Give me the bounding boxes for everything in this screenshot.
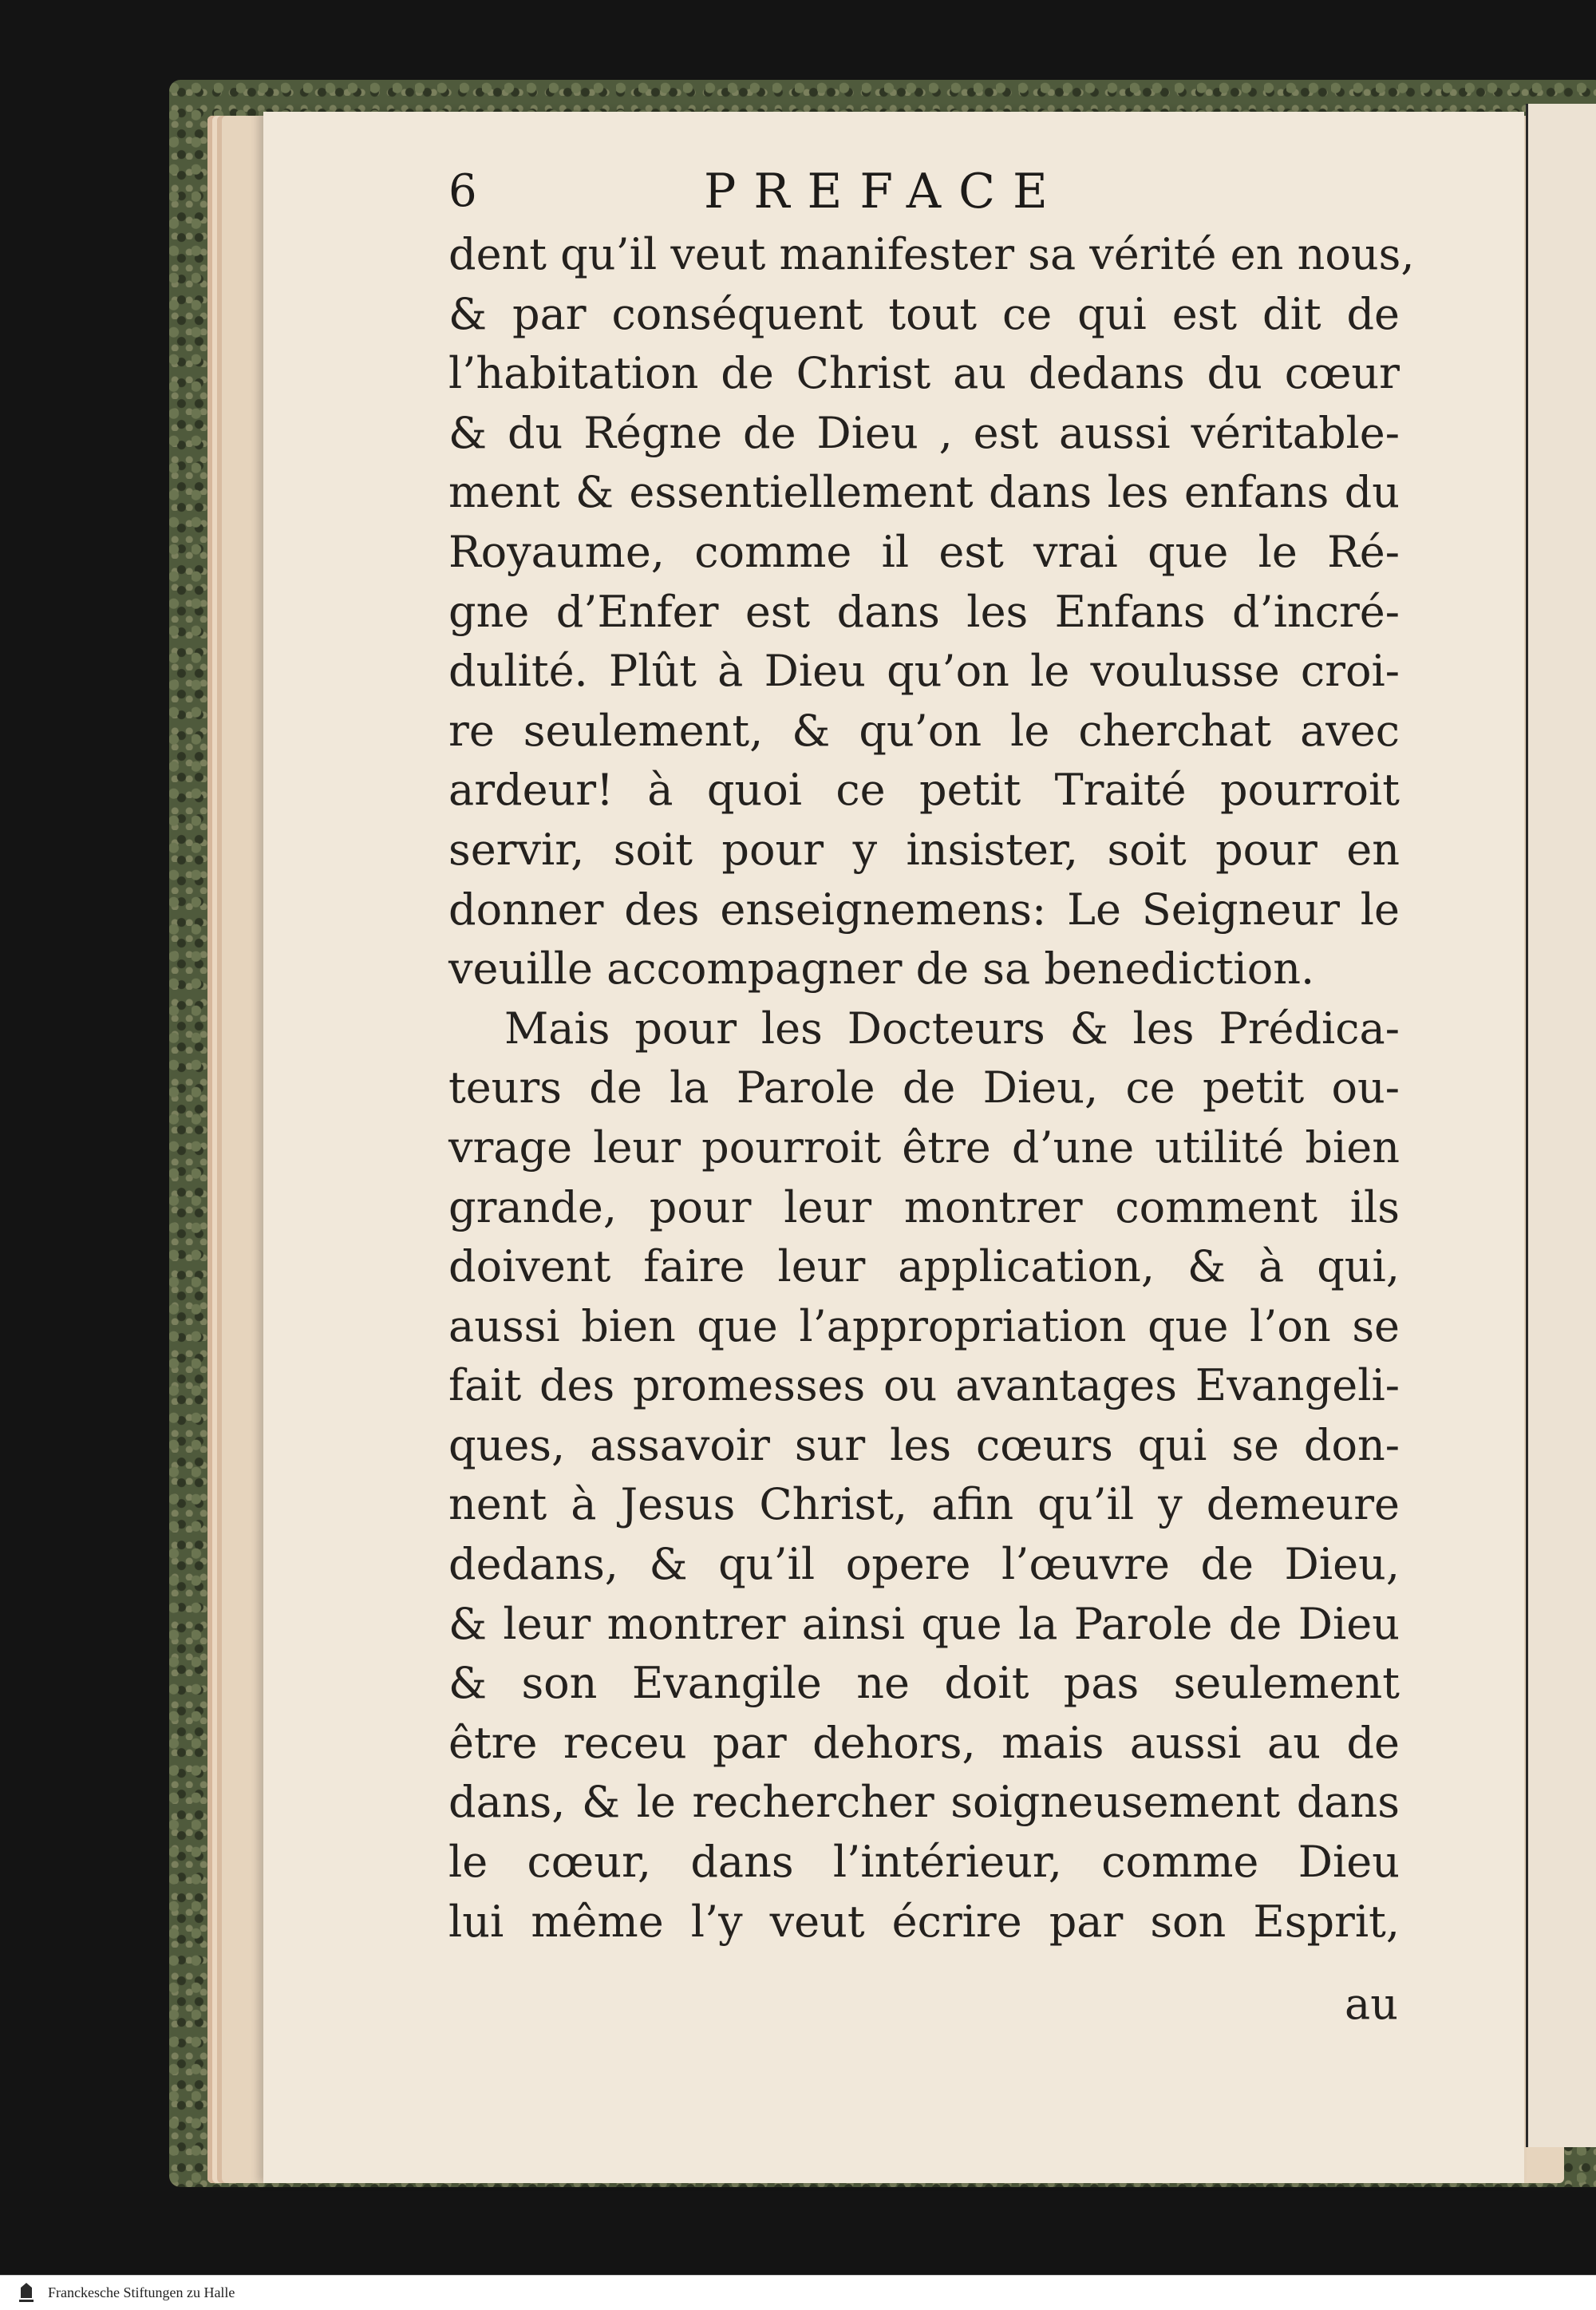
text-line: dedans, & qu’il opere l’œuvre de Dieu, <box>448 1539 1400 1590</box>
text-line: & leur montrer ainsi que la Parole de Dieu <box>448 1598 1400 1649</box>
text-line: & par conséquent tout ce qui est dit de <box>448 288 1400 339</box>
text-line: être receu par dehors, mais aussi au de <box>448 1717 1400 1768</box>
page-header <box>448 160 1390 223</box>
text-line: dans, & le rechercher soigneusement dans <box>448 1777 1400 1828</box>
page-number: 6 <box>448 165 477 217</box>
text-line: ardeur! à quoi ce petit Traité pourroit <box>448 765 1400 816</box>
text-line: gne d’Enfer est dans les Enfans d’incré- <box>448 586 1400 637</box>
text-line: dent qu’il veut manifester sa vérité en nous, <box>448 229 1415 279</box>
footer-label: Franckesche Stiftungen zu Halle <box>48 2284 235 2300</box>
text-line: teurs de la Parole de Dieu, ce petit ou- <box>448 1062 1400 1113</box>
text-line: grande, pour leur montrer comment ils <box>448 1181 1400 1232</box>
text-line: aussi bien que l’appropriation que l’on se <box>448 1300 1400 1351</box>
text-line: le cœur, dans l’intérieur, comme Dieu <box>448 1837 1400 1888</box>
text-line: donner des enseignemens: Le Seigneur le <box>448 884 1400 935</box>
text-line: ques, assavoir sur les cœurs qui se don- <box>448 1419 1400 1470</box>
catchword: au <box>1345 1979 1398 2029</box>
text-line: dulité. Plût à Dieu qu’on le voulusse croi- <box>448 646 1400 697</box>
footer-bar <box>0 2275 1596 2310</box>
text-line: vrage leur pourroit être d’une utilité bien <box>448 1121 1400 1173</box>
facing-page-edge <box>1526 104 1596 2147</box>
running-title: PREFACE <box>704 164 1065 220</box>
text-line: l’habitation de Christ au dedans du cœur <box>448 348 1400 399</box>
paragraph-first-line: Mais pour les Docteurs & les Prédica- <box>504 1003 1400 1054</box>
text-line: nent à Jesus Christ, afin qu’il y demeure <box>448 1479 1400 1530</box>
text-line: veuille accompagner de sa benediction. <box>448 943 1315 995</box>
text-line: servir, soit pour y insister, soit pour en <box>448 824 1400 875</box>
text-line: & du Régne de Dieu , est aussi véritable- <box>448 407 1400 458</box>
text-line: lui même l’y veut écrire par son Esprit, <box>448 1896 1400 1947</box>
text-line: ment & essentiellement dans les enfans du <box>448 467 1400 518</box>
institution-logo-icon <box>14 2280 38 2304</box>
page-text <box>448 225 1415 1952</box>
text-line: Royaume, comme il est vrai que le Ré- <box>448 526 1400 577</box>
text-line: doivent faire leur application, & à qui, <box>448 1241 1400 1292</box>
text-line: & son Evangile ne doit pas seulement <box>448 1658 1400 1709</box>
text-line: re seulement, & qu’on le cherchat avec <box>448 705 1400 756</box>
text-line: fait des promesses ou avantages Evangeli- <box>448 1360 1400 1411</box>
